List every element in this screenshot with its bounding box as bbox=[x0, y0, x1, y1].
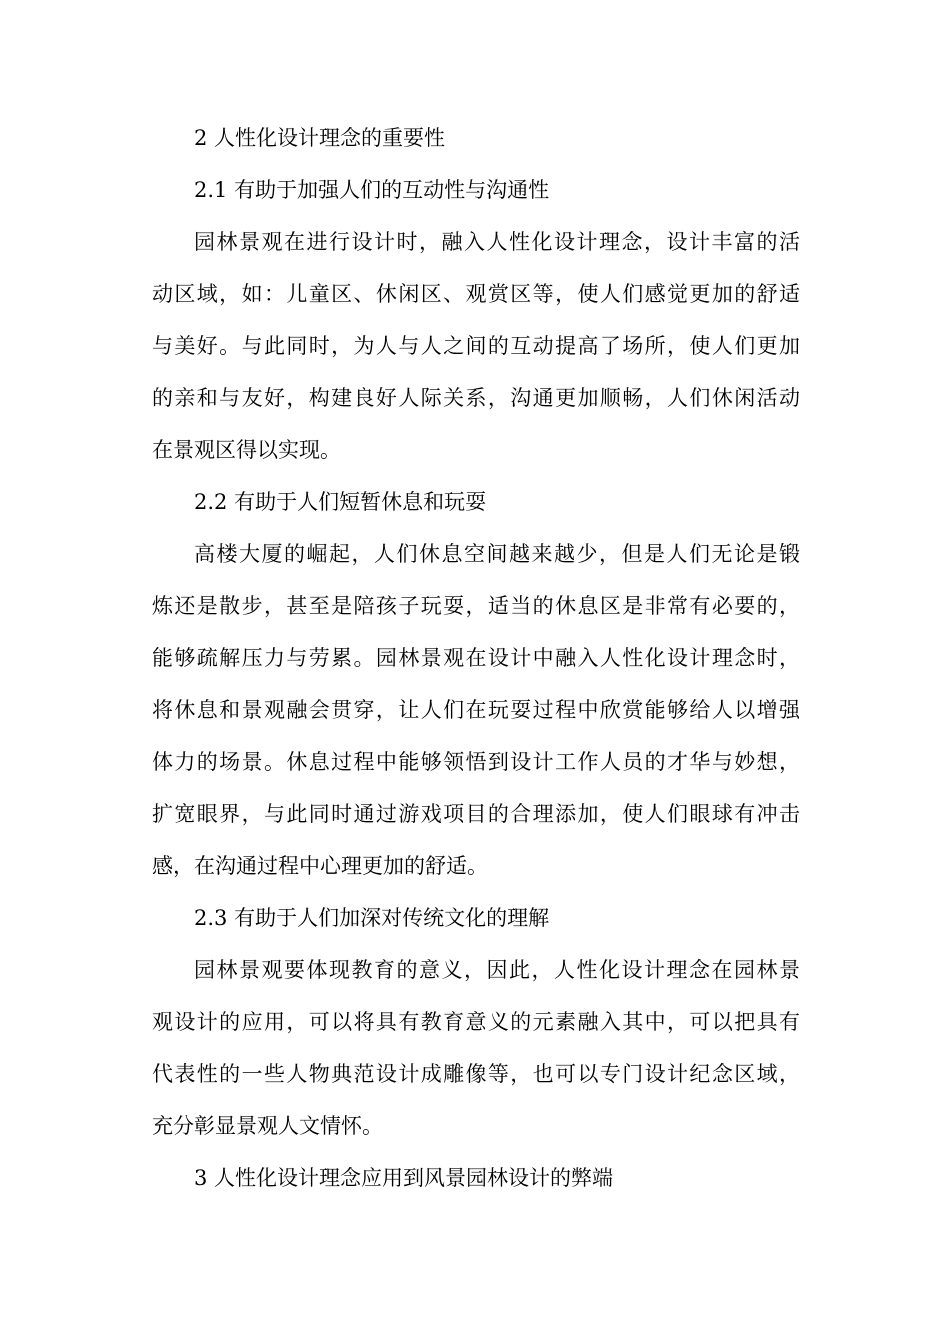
paragraph-line: 与美好。与此同时，为人与人之间的互动提高了场所，使人们更加 bbox=[152, 334, 800, 358]
paragraph-line: 能够疏解压力与劳累。园林景观在设计中融入人性化设计理念时， bbox=[152, 646, 800, 670]
paragraph-line: 充分彰显景观人文情怀。 bbox=[152, 1114, 383, 1138]
paragraph-line: 的亲和与友好，构建良好人际关系，沟通更加顺畅，人们休闲活动 bbox=[152, 386, 800, 410]
paragraph-line: 体力的场景。休息过程中能够领悟到设计工作人员的才华与妙想， bbox=[152, 750, 800, 774]
section-heading-2: 2 人性化设计理念的重要性 bbox=[194, 126, 446, 150]
paragraph-line: 动区域，如：儿童区、休闲区、观赏区等，使人们感觉更加的舒适 bbox=[152, 282, 800, 306]
paragraph-line: 在景观区得以实现。 bbox=[152, 438, 341, 462]
paragraph-line: 园林景观要体现教育的意义，因此，人性化设计理念在园林景 bbox=[194, 958, 800, 982]
document-body bbox=[152, 112, 800, 1204]
paragraph-line: 炼还是散步，甚至是陪孩子玩耍，适当的休息区是非常有必要的， bbox=[152, 594, 800, 618]
paragraph-2-3 bbox=[152, 944, 800, 1152]
paragraph-line: 代表性的一些人物典范设计成雕像等，也可以专门设计纪念区域， bbox=[152, 1062, 800, 1086]
subsection-heading-2-3: 2.3 有助于人们加深对传统文化的理解 bbox=[194, 906, 550, 930]
paragraph-line: 扩宽眼界，与此同时通过游戏项目的合理添加，使人们眼球有冲击 bbox=[152, 802, 800, 826]
paragraph-2-1 bbox=[152, 216, 800, 476]
subsection-heading-2-2: 2.2 有助于人们短暂休息和玩耍 bbox=[194, 490, 487, 514]
section-heading-3: 3 人性化设计理念应用到风景园林设计的弊端 bbox=[194, 1166, 614, 1190]
paragraph-line: 园林景观在进行设计时，融入人性化设计理念，设计丰富的活 bbox=[194, 230, 800, 254]
subsection-heading-2-1: 2.1 有助于加强人们的互动性与沟通性 bbox=[194, 178, 550, 202]
paragraph-line: 感，在沟通过程中心理更加的舒适。 bbox=[152, 854, 488, 878]
paragraph-line: 观设计的应用，可以将具有教育意义的元素融入其中，可以把具有 bbox=[152, 1010, 800, 1034]
paragraph-2-2 bbox=[152, 528, 800, 892]
paragraph-line: 将休息和景观融会贯穿，让人们在玩耍过程中欣赏能够给人以增强 bbox=[152, 698, 800, 722]
paragraph-line: 高楼大厦的崛起，人们休息空间越来越少，但是人们无论是锻 bbox=[194, 542, 800, 566]
